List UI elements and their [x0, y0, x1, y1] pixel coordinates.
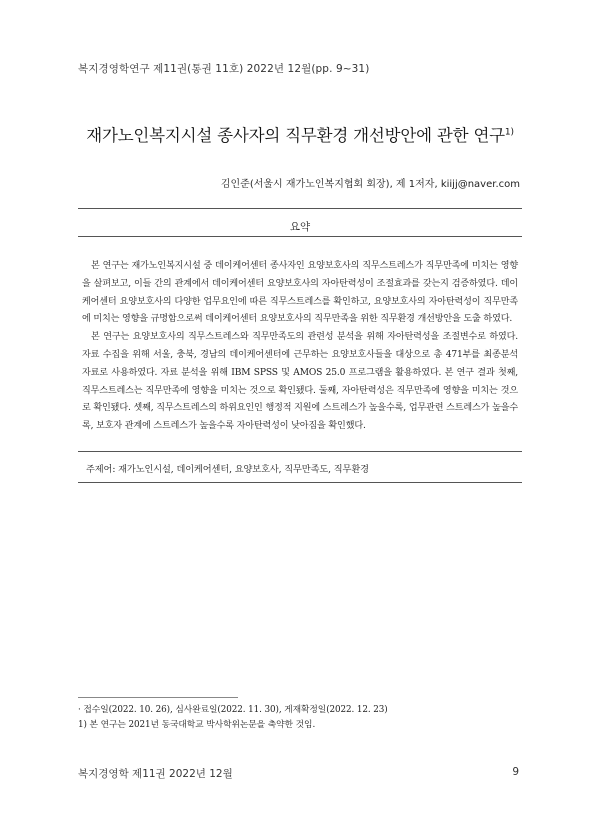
abstract-heading: 요약: [289, 221, 311, 233]
title-footnote-mark: 1): [504, 127, 514, 138]
footnote-dates: · 접수일(2022. 10. 26), 심사완료일(2022. 11. 30), 게재확정일(2022. 12. 23): [78, 705, 388, 715]
author-line: 김인준(서울시 재가노인복지협회 회장), 제 1저자, kiijj@naver.com: [220, 179, 520, 190]
keywords-list: 재가노인시설, 데이케어센터, 요양보호사, 직무만족도, 직무환경: [118, 464, 369, 475]
abstract-body: [82, 258, 518, 436]
paper-title: [0, 122, 600, 146]
keywords-label: 주제어:: [86, 464, 116, 475]
abstract-top-rule: [78, 208, 522, 209]
footer-journal: 복지경영학 제11권 2022년 12월: [78, 768, 233, 780]
paper-title-text: 재가노인복지시설 종사자의 직무환경 개선방안에 관한 연구: [86, 126, 505, 145]
running-header: 복지경영학연구 제11권(통권 11호) 2022년 12월(pp. 9~31): [78, 63, 370, 75]
footnote-rule: [78, 697, 238, 698]
keywords-top-rule: [78, 451, 522, 452]
abstract-paragraph-2: 본 연구는 요양보호사의 직무스트레스와 직무만족도의 관련성 분석을 위해 자아탄력성을 조절변수로 하였다. 자료 수집을 위해 서울, 충북, 경남의 데이케어센터에 근무하는 요양보호사들을 대상으로 총 471부를 최종분석 자료로 사용하였다. 자료 분석을 위해 IBM SPSS 및 AMOS 25.0 프로그램을 활용하였다. 본 연구 결과 첫째, 직무스트레스는 직무만족에 영향을 미치는 것으로 확인됐다. 둘째, 자아탄력성은 직무만족에 영향을 미치는 것으로 확인됐다. 셋째, 직무스트레스의 하위요인인 행정적 지원에 스트레스가 높을수록, 업무관련 스트레스가 높을수록, 보호자 관계에 스트레스가 높을수록 자아탄력성이 낮아짐을 확인했다.: [82, 332, 518, 432]
page-number: 9: [512, 766, 519, 778]
footnote-1: 1) 본 연구는 2021년 동국대학교 박사학위논문을 축약한 것임.: [78, 720, 316, 730]
abstract-paragraph-1: 본 연구는 재가노인복지시설 중 데이케어센터 종사자인 요양보호사의 직무스트레스가 직무만족에 미치는 영향을 살펴보고, 이들 간의 관계에서 데이케어센터 요양보호사의 자아탄력성이 조절효과를 갖는지 검증하였다. 데이케어센터 요양보호사의 다양한 업무요인에 따른 직무스트레스를 확인하고, 요양보호사의 자아탄력성이 직무만족에 미치는 영향을 규명함으로써 데이케어센터 요양보호사의 직무만족을 위한 직무환경 개선방안을 도출 하였다.: [82, 261, 518, 325]
abstract-heading-rule: [78, 236, 522, 237]
keywords-bottom-rule: [78, 482, 522, 483]
keywords: [86, 461, 369, 475]
